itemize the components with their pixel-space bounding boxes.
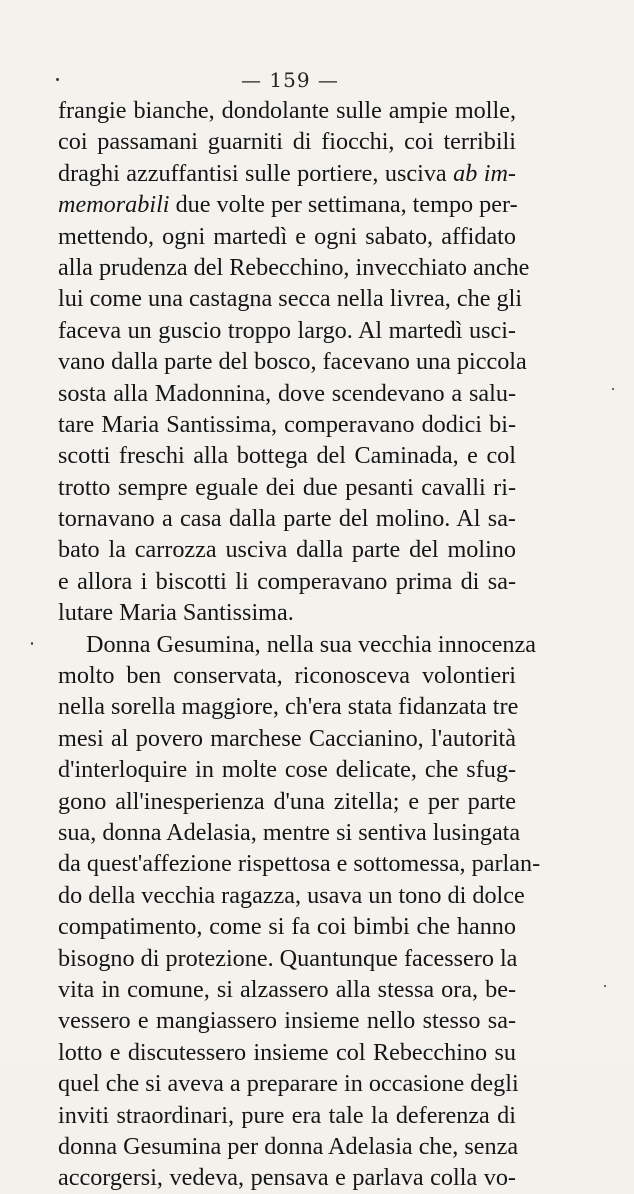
line-text: bisogno di protezione. Quantunque facessero la [58,944,518,972]
text-line [58,817,521,848]
line-text: lotto e discutessero insieme col Rebecchino su [58,1038,516,1066]
line-text: alla prudenza del Rebecchino, invecchiato anche [58,253,530,281]
text-line [58,346,527,377]
line-text: bato la carrozza usciva dalla parte del molino [58,536,516,564]
text-line [58,691,519,722]
ink-speck [31,642,33,645]
text-line [58,1131,519,1162]
text-line [58,409,516,440]
text-line [58,158,516,189]
text-line [58,943,516,974]
line-text: donna Gesumina per donna Adelasia che, senza [58,1132,519,1160]
line-text: molto ben conservata, riconosceva volontieri [58,662,516,690]
line-text: scotti freschi alla bottega del Caminada, e col [58,442,516,470]
text-line [58,472,516,503]
line-text: e allora i biscotti li comperavano prima di sa- [58,567,516,595]
line-text: sosta alla Madonnina, dove scendevano a salu- [58,379,516,407]
line-text: mettendo, ogni martedì e ogni sabato, affidato [58,222,516,250]
text-line [58,1162,516,1193]
text-line [58,189,516,220]
ink-speck [604,985,606,987]
page-number: — 159 — [241,68,339,92]
italic-text: ab im- [453,159,516,187]
line-text: lui come una castagna secca nella livrea, che gli [58,285,523,313]
text-line [58,660,516,691]
text-line [58,503,516,534]
line-text: sua, donna Adelasia, mentre si sentiva lusingata [58,818,521,846]
line-text: tornavano a casa dalla parte del molino. Al sa- [58,505,516,533]
line-text: gono all'inesperienza d'una zitella; e per parte [58,787,516,815]
line-text: vita in comune, si alzassero alla stessa ora, be- [58,975,516,1003]
text-line [58,880,525,911]
text-line [58,1100,516,1131]
text-line [58,315,516,346]
line-text: nella sorella maggiore, ch'era stata fidanzata tre [58,693,519,721]
text-line [58,754,516,785]
text-line [58,786,516,817]
line-text: tare Maria Santissima, comperavano dodici bi- [58,410,516,438]
text-line [58,629,536,660]
line-text: accorgersi, vedeva, pensava e parlava colla vo- [58,1164,516,1192]
line-text: lutare Maria Santissima. [58,599,294,627]
line-text: due volte per settimana, tempo per- [169,191,518,219]
text-line [58,1005,516,1036]
text-line [58,566,516,597]
text-line [58,1068,519,1099]
line-text: mesi al povero marchese Caccianino, l'autorità [58,724,516,752]
line-text: do della vecchia ragazza, usava un tono di dolce [58,881,525,909]
line-text: vessero e mangiassero insieme nello stesso sa- [58,1007,516,1035]
text-line [58,974,516,1005]
line-text: coi passamani guarniti di fiocchi, coi terribili [58,128,516,156]
text-line [58,440,516,471]
line-text: da quest'affezione rispettosa e sottomessa, parlan- [58,850,541,878]
line-text: d'interloquire in molte cose delicate, che sfug- [58,756,516,784]
ink-speck [612,388,614,390]
text-line [58,126,516,157]
text-line [58,1037,516,1068]
line-text: compatimento, come si fa coi bimbi che hanno [58,913,516,941]
body-text [58,95,541,1194]
line-text: trotto sempre eguale dei due pesanti cavalli ri- [58,473,516,501]
line-text: frangie bianche, dondolante sulle ampie molle, [58,97,516,124]
line-text: quel che si aveva a preparare in occasione degli [58,1070,519,1098]
text-line [58,911,516,942]
line-text: Donna Gesumina, nella sua vecchia innocenza [86,630,536,658]
line-text: draghi azzuffantisi sulle portiere, usciva [58,159,454,187]
text-line [58,252,530,283]
text-line [58,723,516,754]
line-text: inviti straordinari, pure era tale la deferenza di [58,1101,516,1129]
text-line [58,221,516,252]
line-text: vano dalla parte del bosco, facevano una piccola [58,348,527,376]
text-line [58,597,516,628]
text-line [58,283,523,314]
text-line [58,534,516,565]
italic-text: memorabili [58,191,170,219]
line-text: faceva un guscio troppo largo. Al martedì usci- [58,316,516,344]
text-line [58,378,516,409]
text-line [58,95,516,126]
text-line [58,848,541,879]
ink-speck [56,78,59,81]
